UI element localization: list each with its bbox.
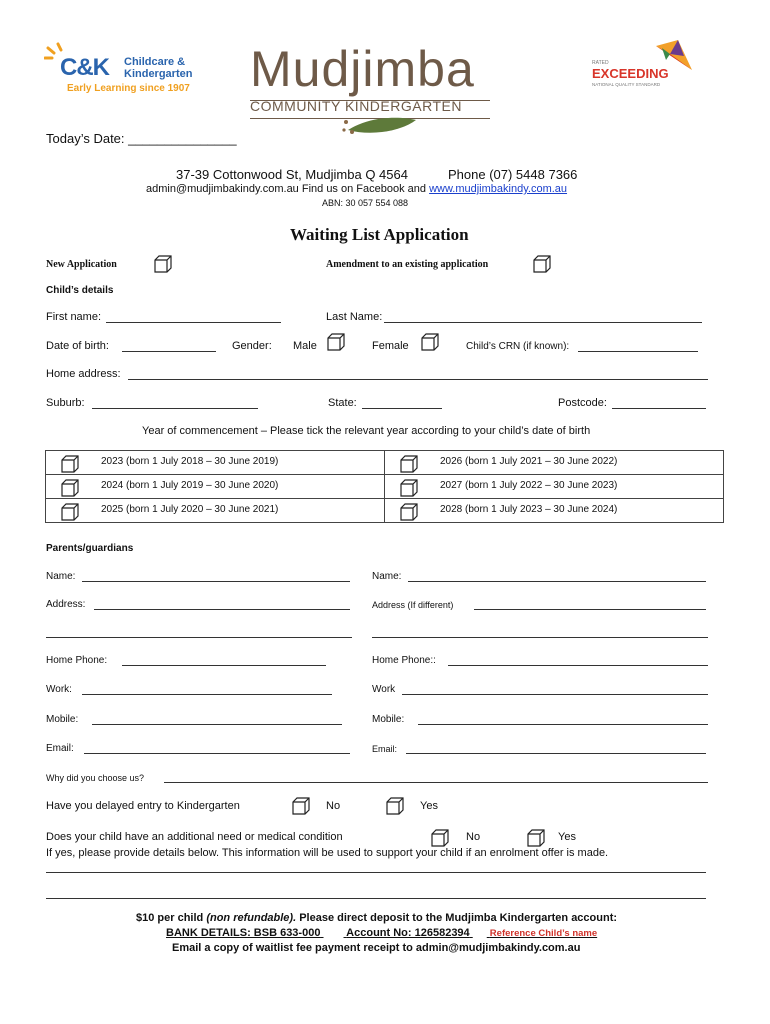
- male-label: Male: [293, 340, 317, 352]
- mobile-field-2[interactable]: [418, 724, 708, 725]
- delayed-no-label: No: [326, 800, 341, 812]
- reference-note: Reference Child’s name: [489, 928, 598, 939]
- work-field-1[interactable]: [82, 694, 332, 695]
- email-field-1[interactable]: [84, 753, 350, 754]
- year-cell: [385, 499, 724, 523]
- email-copy-line: Email a copy of waitlist fee payment receipt to admin@mudjimbakindy.com.au: [172, 942, 581, 954]
- year-2023-checkbox[interactable]: [60, 454, 80, 474]
- crn-label: Child’s CRN (if known):: [466, 341, 570, 352]
- postcode-field[interactable]: [612, 408, 706, 409]
- year-2024-checkbox[interactable]: [60, 478, 80, 498]
- additional-need-label: Does your child have an additional need or medical condition: [46, 831, 343, 843]
- ck-line2: Kindergarten: [124, 68, 193, 80]
- delayed-yes-label: Yes: [420, 800, 438, 812]
- nqs-rating-logo: [592, 42, 702, 92]
- state-label: State:: [328, 397, 357, 409]
- name-field-1[interactable]: [82, 581, 350, 582]
- childs-details-heading: Child’s details: [46, 285, 114, 296]
- gender-label: Gender:: [232, 340, 272, 352]
- website-link[interactable]: www.mudjimbakindy.com.au: [429, 183, 568, 195]
- address-line: 37-39 Cottonwood St, Mudjimba Q 4564: [176, 167, 408, 182]
- additional-no-label: No: [466, 831, 481, 843]
- first-name-field[interactable]: [106, 322, 281, 323]
- additional-yes-checkbox[interactable]: [526, 828, 546, 848]
- ck-line1: Childcare &: [124, 56, 186, 68]
- work-label: Work:: [46, 684, 72, 695]
- last-name-field[interactable]: [384, 322, 702, 323]
- year-2027-checkbox[interactable]: [399, 478, 419, 498]
- why-label: Why did you choose us?: [46, 773, 145, 783]
- details-field-1[interactable]: [46, 872, 706, 873]
- details-note: If yes, please provide details below. This information will be used to support your child if an enrolment offer is made.: [46, 847, 609, 859]
- email-web-line: admin@mudjimbakindy.com.au Find us on Facebook and www.mudjimbakindy.com.au: [146, 183, 568, 195]
- email-label: Email:: [46, 743, 74, 754]
- year-cell: [46, 499, 385, 523]
- fee-line: $10 per child (non refundable). Please direct deposit to the Mudjimba Kindergarten account:: [136, 912, 618, 924]
- mudjimba-subtitle: COMMUNITY KINDERGARTEN: [250, 98, 462, 114]
- year-2026-label: 2026 (born 1 July 2021 – 30 June 2022): [440, 456, 618, 467]
- mudjimba-title: Mudjimba: [250, 41, 475, 97]
- amendment-label: Amendment to an existing application: [326, 259, 489, 270]
- phone-line: Phone (07) 5448 7366: [448, 167, 578, 182]
- delayed-no-checkbox[interactable]: [291, 796, 311, 816]
- male-checkbox[interactable]: [326, 332, 346, 352]
- last-name-label: Last Name:: [326, 311, 383, 323]
- additional-no-checkbox[interactable]: [430, 828, 450, 848]
- work-label-2: Work: [372, 684, 396, 695]
- name-label: Name:: [46, 571, 76, 582]
- form-title: Waiting List Application: [290, 225, 469, 244]
- postcode-label: Postcode:: [558, 397, 607, 409]
- gum-leaf-icon: [340, 116, 420, 138]
- why-field[interactable]: [164, 782, 708, 783]
- delayed-label: Have you delayed entry to Kindergarten: [46, 800, 240, 812]
- address-diff-label: Address (If different): [372, 600, 454, 610]
- home-phone-field-2[interactable]: [448, 665, 708, 666]
- address-field-1-cont[interactable]: [46, 637, 352, 638]
- year-2025-label: 2025 (born 1 July 2020 – 30 June 2021): [101, 504, 279, 515]
- year-2027-label: 2027 (born 1 July 2022 – 30 June 2023): [440, 480, 618, 491]
- new-application-label: New Application: [46, 259, 117, 270]
- year-2025-checkbox[interactable]: [60, 502, 80, 522]
- mobile-label-2: Mobile:: [372, 714, 405, 725]
- ck-tagline: Early Learning since 1907: [67, 83, 190, 94]
- female-label: Female: [372, 340, 409, 352]
- address-field-2-cont[interactable]: [372, 637, 708, 638]
- year-2026-checkbox[interactable]: [399, 454, 419, 474]
- year-2023-label: 2023 (born 1 July 2018 – 30 June 2019): [101, 456, 279, 467]
- additional-yes-label: Yes: [558, 831, 576, 843]
- mobile-field-1[interactable]: [92, 724, 342, 725]
- amendment-checkbox[interactable]: [532, 254, 552, 274]
- work-field-2[interactable]: [402, 694, 708, 695]
- dob-field[interactable]: [122, 351, 216, 352]
- mobile-label: Mobile:: [46, 714, 79, 725]
- year-2028-label: 2028 (born 1 July 2023 – 30 June 2024): [440, 504, 618, 515]
- account-number: Account No: 126582394: [346, 927, 470, 939]
- address-label: Address:: [46, 599, 86, 610]
- home-address-field[interactable]: [128, 379, 708, 380]
- parents-heading: Parents/guardians: [46, 543, 134, 554]
- suburb-label: Suburb:: [46, 397, 85, 409]
- todays-date[interactable]: Today’s Date: _______________: [46, 131, 237, 146]
- first-name-label: First name:: [46, 311, 102, 323]
- state-field[interactable]: [362, 408, 442, 409]
- home-address-label: Home address:: [46, 368, 121, 380]
- home-phone-field-1[interactable]: [122, 665, 326, 666]
- abn: ABN: 30 057 554 088: [322, 198, 409, 208]
- email-label-2: Email:: [372, 744, 398, 754]
- address-field-2[interactable]: [474, 609, 706, 610]
- ck-logo: [44, 42, 204, 94]
- year-cell: [385, 475, 724, 499]
- email-field-2[interactable]: [406, 753, 706, 754]
- year-cell: [46, 451, 385, 475]
- name-field-2[interactable]: [408, 581, 706, 582]
- mudjimba-logo: [248, 41, 494, 139]
- rated-small: RATED: [592, 60, 609, 66]
- bank-details: BANK DETAILS: BSB 633-000: [166, 927, 321, 939]
- address-field-1[interactable]: [94, 609, 350, 610]
- rated-big: EXCEEDING: [592, 66, 669, 81]
- crn-field[interactable]: [578, 351, 698, 352]
- year-table: [45, 450, 724, 523]
- year-2024-label: 2024 (born 1 July 2019 – 30 June 2020): [101, 480, 279, 491]
- home-phone-label: Home Phone:: [46, 655, 108, 666]
- new-application-checkbox[interactable]: [153, 254, 173, 274]
- year-cell: [385, 451, 724, 475]
- female-checkbox[interactable]: [420, 332, 440, 352]
- name-label-2: Name:: [372, 571, 402, 582]
- year-instruction: Year of commencement – Please tick the relevant year according to your child’s date of birth: [142, 425, 591, 437]
- year-cell: [46, 475, 385, 499]
- home-phone-label-2: Home Phone::: [372, 655, 436, 666]
- bank-line: [166, 927, 597, 939]
- ck-brand: C&K: [60, 54, 109, 81]
- dob-label: Date of birth:: [46, 340, 109, 352]
- delayed-yes-checkbox[interactable]: [385, 796, 405, 816]
- details-field-2[interactable]: [46, 898, 706, 899]
- year-2028-checkbox[interactable]: [399, 502, 419, 522]
- suburb-field[interactable]: [92, 408, 258, 409]
- rated-sub: NATIONAL QUALITY STANDARD: [592, 82, 661, 87]
